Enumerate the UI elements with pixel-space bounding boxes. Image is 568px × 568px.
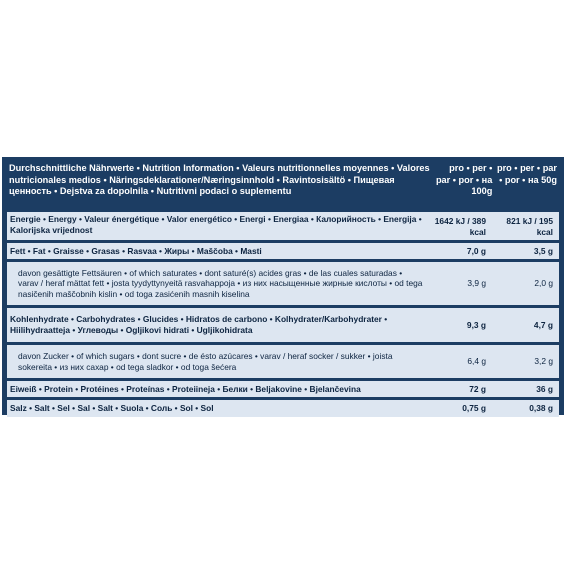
- value-50g: 0,38 g: [529, 403, 553, 414]
- row-label: davon Zucker • of which sugars • dont sucre • de ésto azúcares • varav / heraf socker / sukker • joista sokereita • из них сахар • od tega sladkor • od toga šećera: [18, 350, 393, 372]
- value-100g: 72 g: [469, 383, 486, 394]
- value-50g: 3,5 g: [533, 245, 553, 256]
- nutrition-table: [2, 157, 564, 415]
- value-100g: 1642 kJ / 389 kcal: [434, 216, 486, 237]
- value-50g: 2,0 g: [534, 278, 553, 289]
- row-label: Fett • Fat • Graisse • Grasas • Rasvaa • Жиры • Maščoba • Masti: [10, 245, 262, 256]
- header-col-100g: pro • per • par • por • на 100g: [435, 163, 493, 196]
- table-header: [7, 161, 559, 209]
- header-description: Durchschnittliche Nährwerte • Nutrition Information • Valeurs nutritionnelles moyennes • Valores nutricionales medios • Näringsdeklarationer/Næringsinnhold • Ravintosisältö • Пищевая ценность • Dejstva za dopolnila • Nutritivni podaci o suplementu: [9, 163, 430, 196]
- row-label: Kohlenhydrate • Carbohydrates • Glucides • Hidratos de carbono • Kolhydrater/Karbohydrater • Hiilihydraatteja • Углеводы • Ogljikovi hidrati • Ugljikohidrata: [10, 314, 388, 335]
- row-label: Eiweiß • Protein • Protéines • Proteínas • Proteiinejа • Белки • Beljakovine • Bjelančevina: [10, 383, 361, 394]
- row-label: davon gesättigte Fettsäuren • of which saturates • dont saturé(s) acides gras • de las cuales saturadas • varav / heraf mättat fett • josta tyydyttynyeitä rasvahappoja • из них насыщенные жирные кислоты • od tega nasičenih maščobnih kislin • od toga zasićenih masnih kiselina: [18, 267, 423, 299]
- value-100g: 9,3 g: [466, 319, 486, 330]
- header-col-50g: pro • per • par • por • на 50g: [496, 163, 557, 185]
- row-label: Salz • Salt • Sel • Sal • Salt • Suola • Соль • Sol • Sol: [10, 403, 214, 414]
- row-protein: [7, 381, 559, 397]
- value-100g: 3,9 g: [467, 278, 486, 289]
- value-50g: 36 g: [536, 383, 553, 394]
- value-50g: 821 kJ / 195 kcal: [506, 216, 553, 237]
- row-label: Energie • Energy • Valeur énergétique • Valor energético • Energi • Energiaa • Калорийность • Energija • Kalorijska vrijednost: [10, 214, 422, 235]
- row-energy: [7, 212, 559, 240]
- value-50g: 4,7 g: [533, 319, 553, 330]
- row-saturates: [7, 262, 559, 305]
- value-100g: 6,4 g: [467, 356, 486, 367]
- value-50g: 3,2 g: [534, 356, 553, 367]
- value-100g: 7,0 g: [466, 245, 486, 256]
- row-salt: [7, 400, 559, 417]
- row-carbohydrates: [7, 308, 559, 342]
- row-sugars: [7, 345, 559, 378]
- value-100g: 0,75 g: [462, 403, 486, 414]
- row-fat: [7, 243, 559, 259]
